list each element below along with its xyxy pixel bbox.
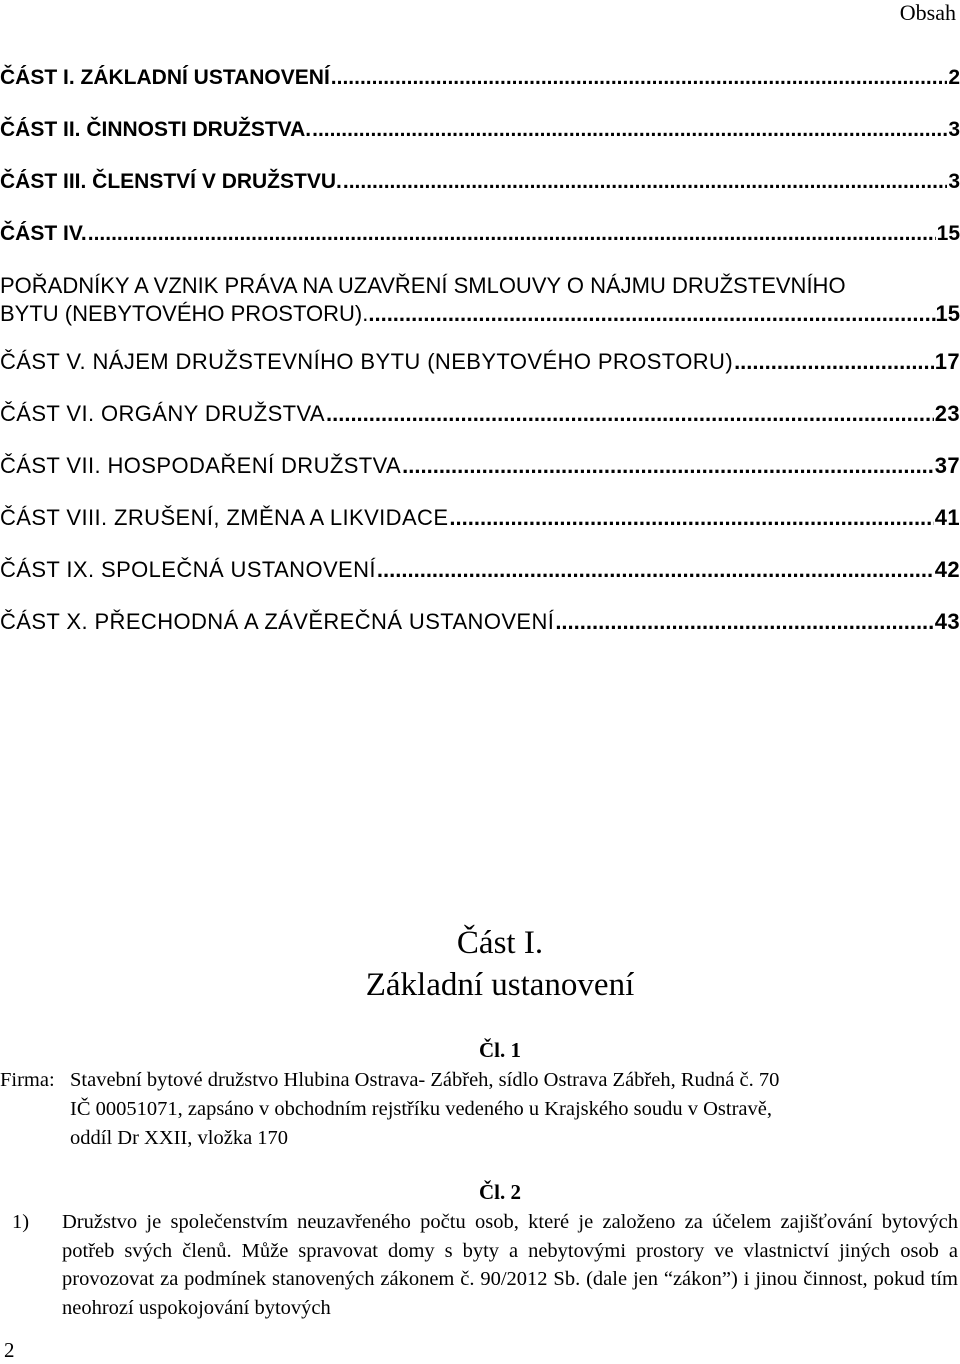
firma-line-3: oddíl Dr XXII, vložka 170 [70, 1127, 289, 1149]
firma-label: Firma: [0, 1069, 55, 1091]
toc-leader-dots [312, 104, 947, 156]
toc-entry-title: ČÁST VI. ORGÁNY DRUŽSTVA [0, 401, 325, 426]
toc-entry-title: ČÁST IV. [0, 222, 87, 245]
toc-entry-page: 42 [934, 557, 960, 582]
article-heading: Čl. 2 [479, 1180, 521, 1204]
toc-entry[interactable] [0, 208, 960, 260]
toc-entry-page: 17 [934, 349, 960, 374]
toc-leader-dots [331, 52, 948, 104]
article-1-body [0, 1066, 960, 1153]
toc-entry-page: 41 [934, 505, 960, 530]
toc-entry[interactable] [0, 52, 960, 104]
toc-entry-title: ČÁST II. ČINNOSTI DRUŽSTVA. [0, 118, 312, 141]
firma-line-2: IČ 00051071, zapsáno v obchodním rejstříku vedeného u Krajského soudu v Ostravě, [70, 1098, 772, 1120]
firma-line-1 [0, 1066, 960, 1095]
header-obsah: Obsah [899, 0, 956, 25]
toc-entry-title-line1: POŘADNÍKY A VZNIK PRÁVA NA UZAVŘENÍ SMLOUVY O NÁJMU DRUŽSTEVNÍHO [0, 273, 846, 298]
firma-text: Stavební bytové družstvo Hlubina Ostrava- Zábřeh, sídlo Ostrava Zábřeh, Rudná č. 70 [70, 1069, 780, 1091]
toc-entry[interactable] [0, 544, 960, 596]
toc-entry-page: 23 [934, 401, 960, 426]
toc-entry[interactable] [0, 156, 960, 208]
page-number: 2 [4, 1338, 15, 1362]
toc-leader-dots [368, 300, 935, 328]
part-name: Základní ustanovení [365, 967, 635, 1003]
toc-leader-dots [734, 336, 934, 388]
toc-entry[interactable] [0, 104, 960, 156]
toc-entry-page: 15 [936, 222, 960, 245]
part-number: Část I. [456, 925, 544, 961]
toc-leader-dots [326, 388, 934, 440]
toc-entry[interactable] [0, 492, 960, 544]
toc-entry[interactable] [0, 596, 960, 648]
toc-leader-dots [555, 596, 933, 648]
toc-entry-title-line2: BYTU (NEBYTOVÉHO PROSTORU). [0, 301, 369, 326]
toc-entry-page: 3 [948, 170, 960, 193]
toc-leader-dots [377, 544, 934, 596]
toc-entry-page: 43 [934, 609, 960, 634]
paragraph-text: Družstvo je společenstvím neuzavřeného počtu osob, které je založeno za účelem zajišťování bytových potřeb svých členů. Může spravovat domy s byty a nebytovými prostory ve vlastnictví jiných osob a provozovat za podmínek stanovených zákonem č. 90/2012 Sb. (dale jen “zákon”) i jinou činnost, pokud tím neohrozí uspokojování bytových [62, 1211, 958, 1319]
toc-entry-title: ČÁST V. NÁJEM DRUŽSTEVNÍHO BYTU (NEBYTOVÉHO PROSTORU) [0, 349, 734, 374]
article-heading: Čl. 1 [479, 1038, 521, 1062]
toc-entry-page: 15 [935, 301, 960, 326]
toc-entry-page: 3 [948, 118, 960, 141]
toc-entry-title: ČÁST IX. SPOLEČNÁ USTANOVENÍ [0, 557, 376, 582]
toc-entry-title: ČÁST VII. HOSPODAŘENÍ DRUŽSTVA [0, 453, 402, 478]
toc-entry-page: 2 [948, 66, 960, 89]
toc-entry-title: ČÁST I. ZÁKLADNÍ USTANOVENÍ [0, 66, 330, 89]
toc-entry[interactable] [0, 388, 960, 440]
toc-leader-dots [343, 156, 947, 208]
toc-entry-title: ČÁST VIII. ZRUŠENÍ, ZMĚNA A LIKVIDACE [0, 505, 449, 530]
toc-entry[interactable] [0, 336, 960, 388]
toc-entry-title: ČÁST X. PŘECHODNÁ A ZÁVĚREČNÁ USTANOVENÍ [0, 609, 555, 634]
toc-leader-dots [402, 440, 934, 492]
toc-leader-dots [449, 492, 933, 544]
article-2-paragraph [12, 1208, 958, 1322]
part-heading [0, 922, 960, 1006]
toc-entry[interactable] [0, 440, 960, 492]
toc-entry-title: ČÁST III. ČLENSTVÍ V DRUŽSTVU. [0, 170, 342, 193]
toc-entry-page: 37 [934, 453, 960, 478]
table-of-contents [0, 52, 960, 648]
toc-leader-dots [88, 208, 936, 260]
toc-entry-multiline[interactable] [0, 260, 960, 336]
paragraph-number: 1) [12, 1211, 30, 1233]
